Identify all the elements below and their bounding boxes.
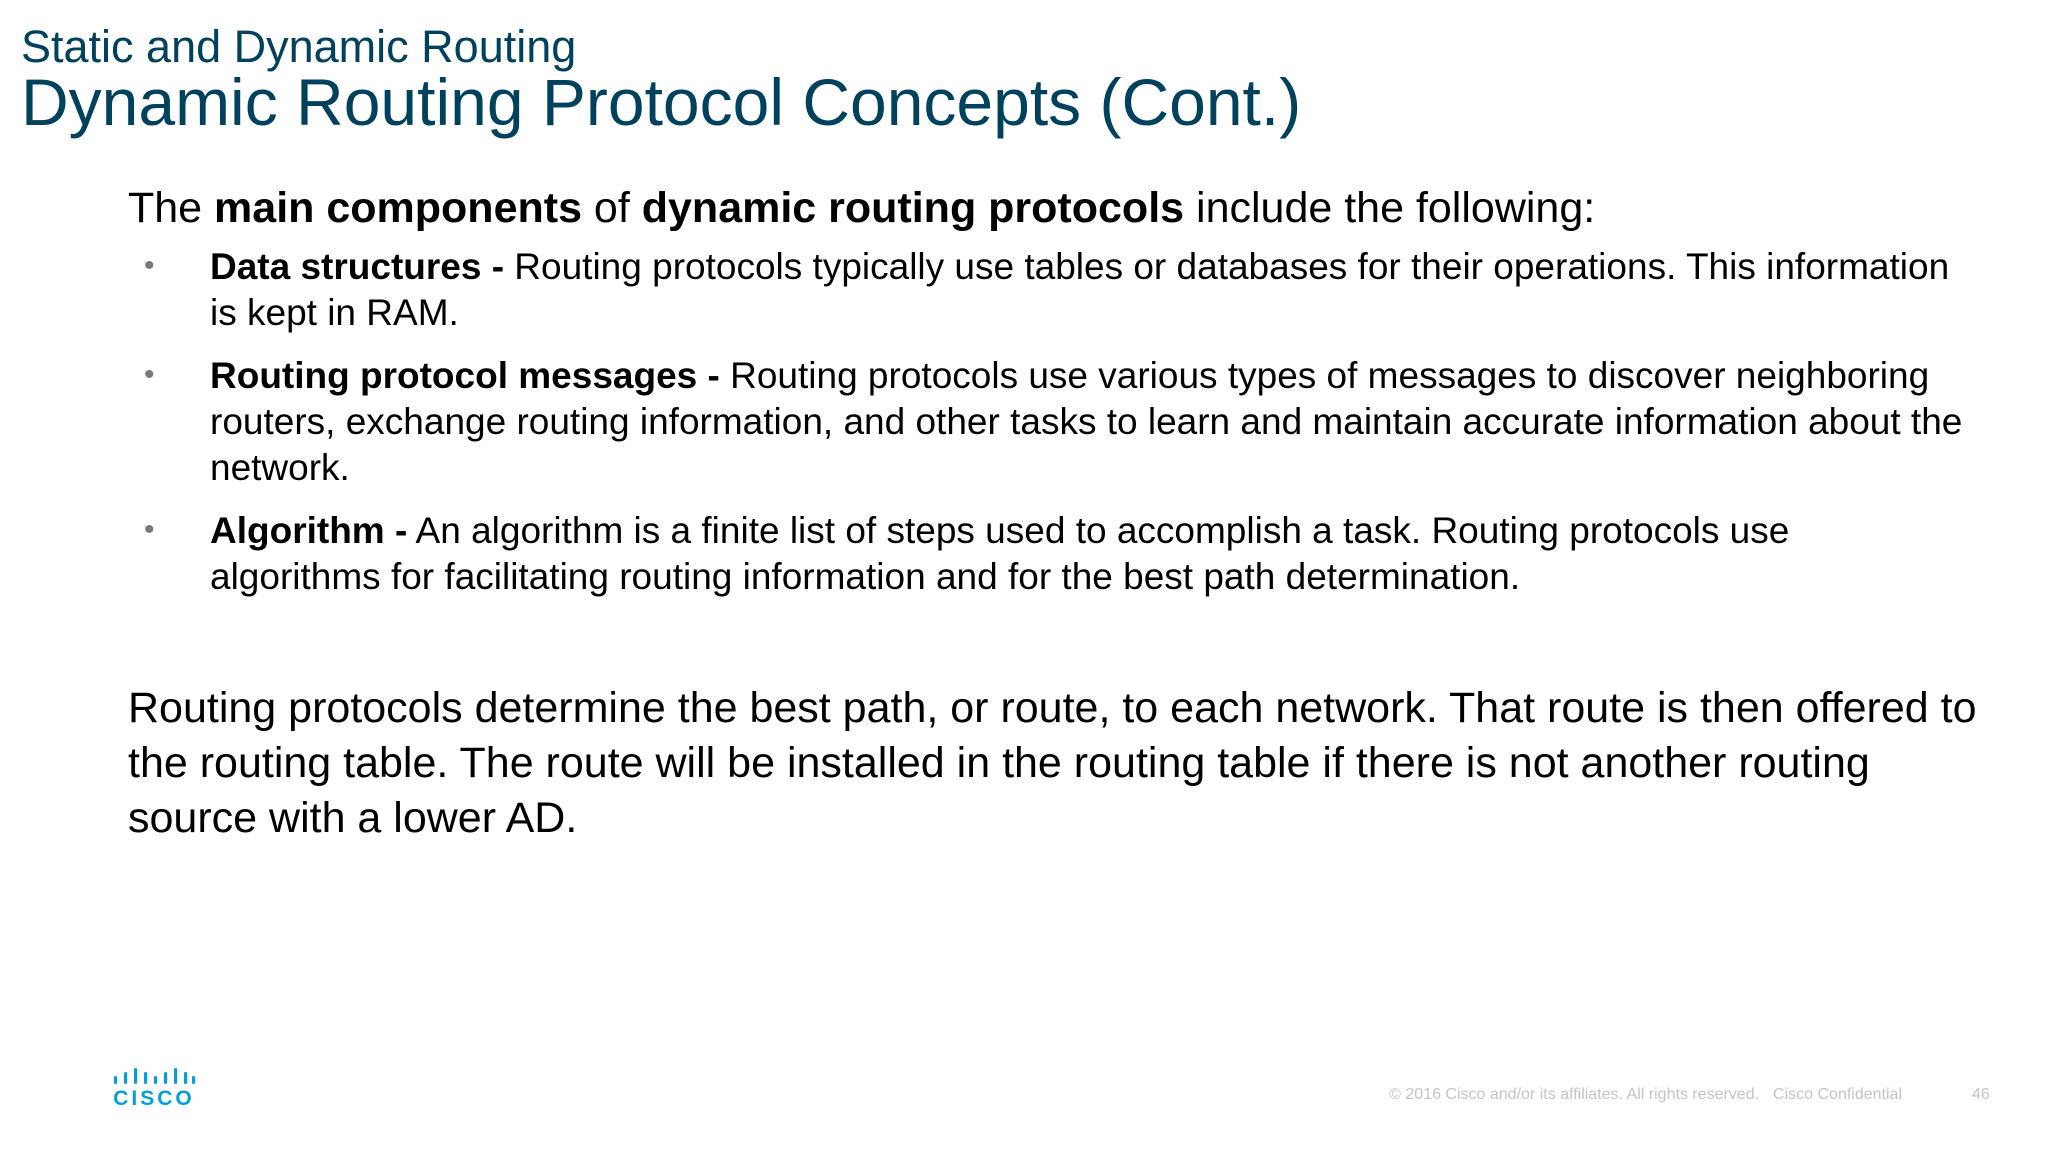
cisco-logo (112, 1066, 196, 1110)
intro-bold-1: main components (214, 184, 582, 232)
bullet-description: An algorithm is a finite list of steps used to accomplish a task. Routing protocols use algorithms for facilitating routing information and for the best path determination. (210, 510, 1790, 597)
page-number: 46 (1972, 1086, 1990, 1103)
bullet-icon: • (144, 358, 155, 391)
bullet-description: Routing protocols typically use tables or databases for their operations. This information is kept in RAM. (210, 246, 1950, 333)
cisco-bars-icon (112, 1066, 196, 1088)
bullet-description: Routing protocols use various types of messages to discover neighboring routers, exchange routing information, and other tasks to learn and maintain accurate information about the network. (210, 355, 1963, 488)
intro-paragraph (128, 180, 1595, 236)
list-item-algorithm (144, 508, 1964, 600)
bullet-icon: • (144, 513, 155, 546)
intro-bold-2: dynamic routing protocols (641, 184, 1185, 232)
component-list (144, 244, 1964, 617)
list-item-routing-protocol-messages (144, 353, 1964, 491)
list-item-data-structures (144, 244, 1964, 336)
confidential-label: Cisco Confidential (1773, 1086, 1902, 1103)
cisco-logo-text: CISCO (113, 1087, 195, 1110)
intro-text-3: include the following: (1184, 184, 1596, 232)
footer-note (1389, 1085, 1902, 1105)
slide-subtitle: Static and Dynamic Routing (21, 21, 577, 72)
bullet-term: Routing protocol messages - (210, 355, 720, 396)
bullet-term: Algorithm - (210, 510, 408, 551)
intro-text-1: The (128, 184, 215, 232)
closing-paragraph: Routing protocols determine the best path, or route, to each network. That route is then offered to the routing table. The route will be installed in the routing table if there is not another routing source with a lower AD. (128, 684, 1977, 842)
slide-title: Dynamic Routing Protocol Concepts (Cont.) (21, 65, 1302, 139)
copyright-text: © 2016 Cisco and/or its affiliates. All rights reserved. (1389, 1086, 1760, 1103)
bullet-icon: • (144, 249, 155, 282)
intro-text-2: of (581, 184, 642, 232)
bullet-term: Data structures - (210, 246, 505, 287)
